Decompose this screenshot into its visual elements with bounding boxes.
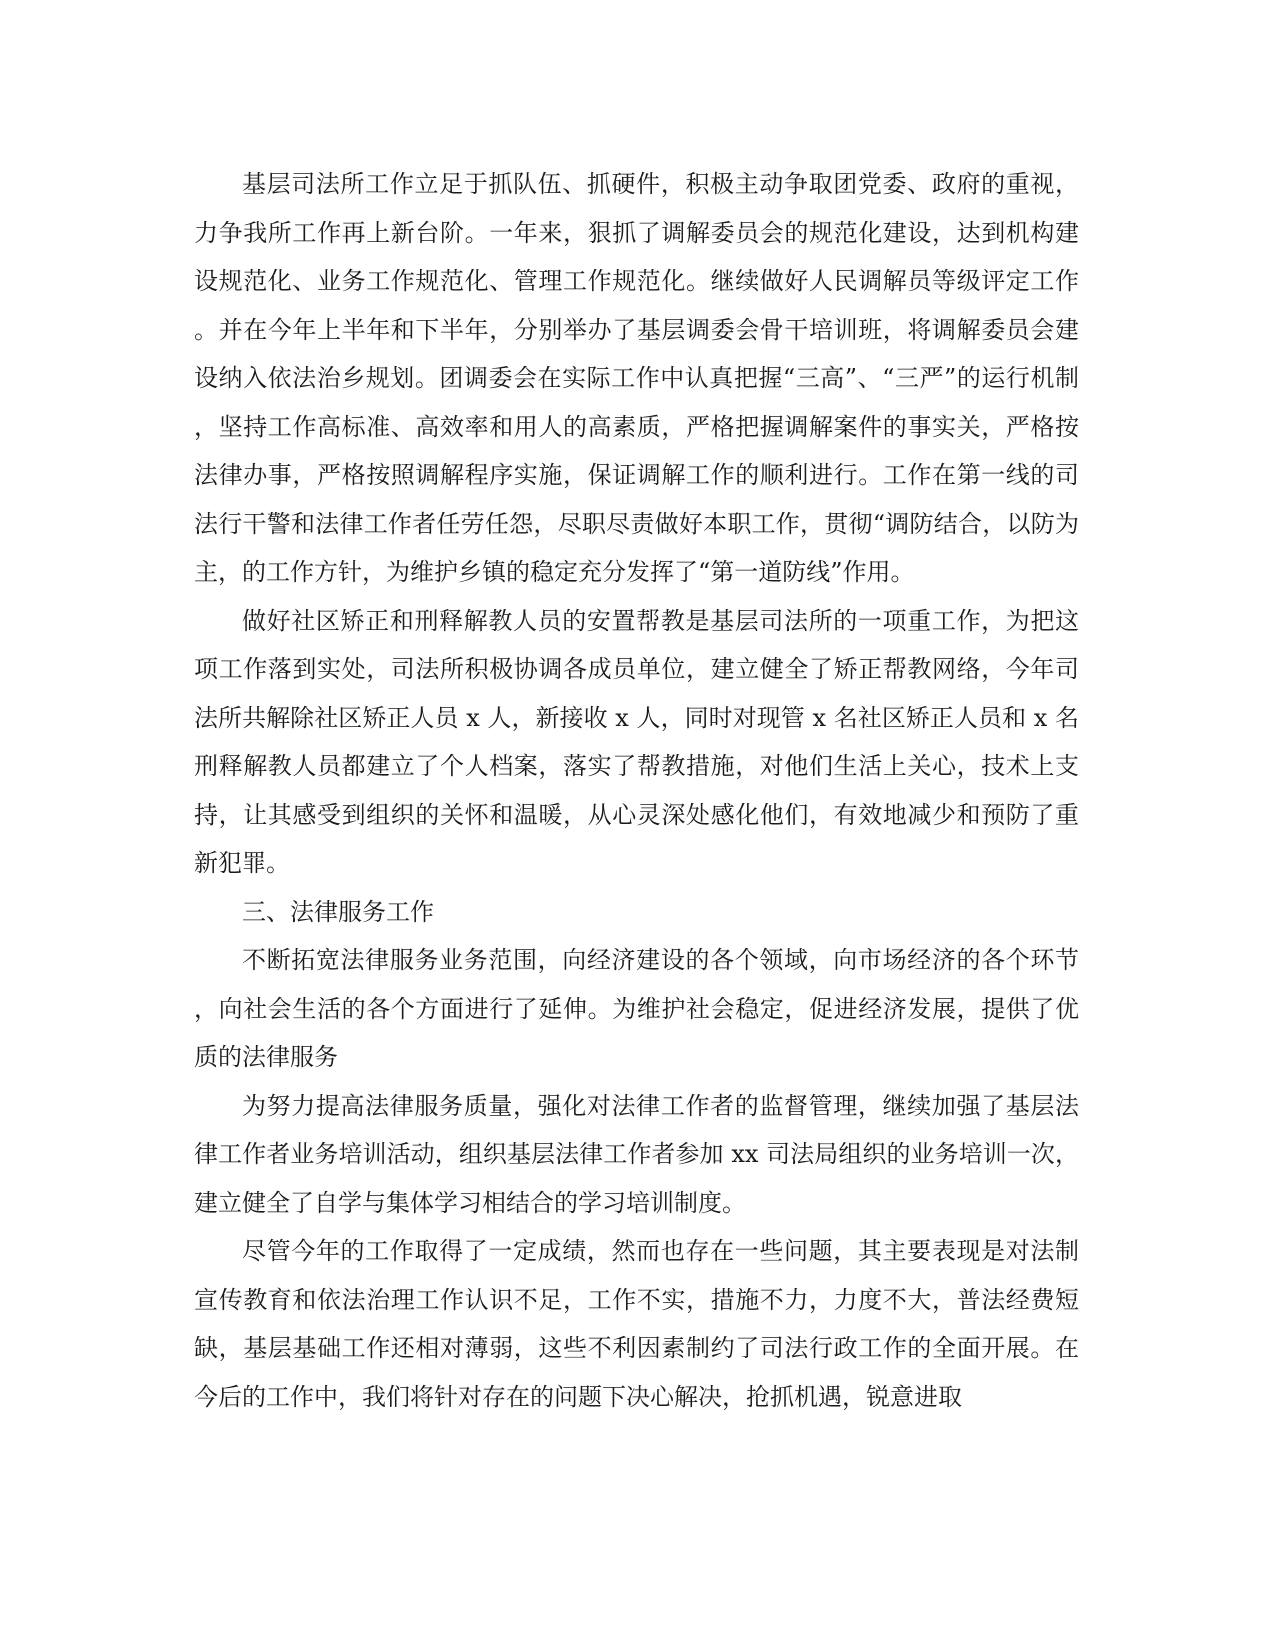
paragraph-community-correction: 做好社区矫正和刑释解教人员的安置帮教是基层司法所的一项重工作，为把这项工作落到实处，司法所积极协调各成员单位，建立健全了矫正帮教网络，今年司法所共解除社区矫正人员 x 人，新接收 x 人，同时对现管 x 名社区矫正人员和 x 名刑释解教人员都建立了个人档案，落实了帮教措施，对他们生活上关心，技术上支持，让其感受到组织的关怀和温暖，从心灵深处感化他们，有效地减少和预防了重新犯罪。	[194, 606, 1079, 877]
paragraph-problems-and-outlook: 尽管今年的工作取得了一定成绩，然而也存在一些问题，其主要表现是对法制宣传教育和依法治理工作认识不足，工作不实，措施不力，力度不大，普法经费短缺，基层基础工作还相对薄弱，这些不利因素制约了司法行政工作的全面开展。在今后的工作中，我们将针对存在的问题下决心解决，抢抓机遇，锐意进取	[194, 1237, 1079, 1411]
paragraph-legal-service-quality: 为努力提高法律服务质量，强化对法律工作者的监督管理，继续加强了基层法律工作者业务培训活动，组织基层法律工作者参加 xx 司法局组织的业务培训一次，建立健全了自学与集体学习相结合的学习培训制度。	[194, 1091, 1079, 1217]
section-heading-legal-services: 三、法律服务工作	[242, 897, 434, 926]
paragraph-legal-service-scope: 不断拓宽法律服务业务范围，向经济建设的各个领域，向市场经济的各个环节，向社会生活的各个方面进行了延伸。为维护社会稳定，促进经济发展，提供了优质的法律服务	[194, 946, 1079, 1071]
paragraph-grassroots-judicial-work: 基层司法所工作立足于抓队伍、抓硬件，积极主动争取团党委、政府的重视，力争我所工作再上新台阶。一年来，狠抓了调解委员会的规范化建设，达到机构建设规范化、业务工作规范化、管理工作规范化。继续做好人民调解员等级评定工作。并在今年上半年和下半年，分别举办了基层调委会骨干培训班，将调解委员会建设纳入依法治乡规划。团调委会在实际工作中认真把握“三高”、“三严”的运行机制，坚持工作高标准、高效率和用人的高素质，严格把握调解案件的事实关，严格按法律办事，严格按照调解程序实施，保证调解工作的顺利进行。工作在第一线的司法行干警和法律工作者任劳任怨，尽职尽责做好本职工作，贯彻“调防结合，以防为主，的工作方针，为维护乡镇的稳定充分发挥了“第一道防线”作用。	[194, 170, 1079, 586]
document-body	[194, 160, 1079, 1421]
